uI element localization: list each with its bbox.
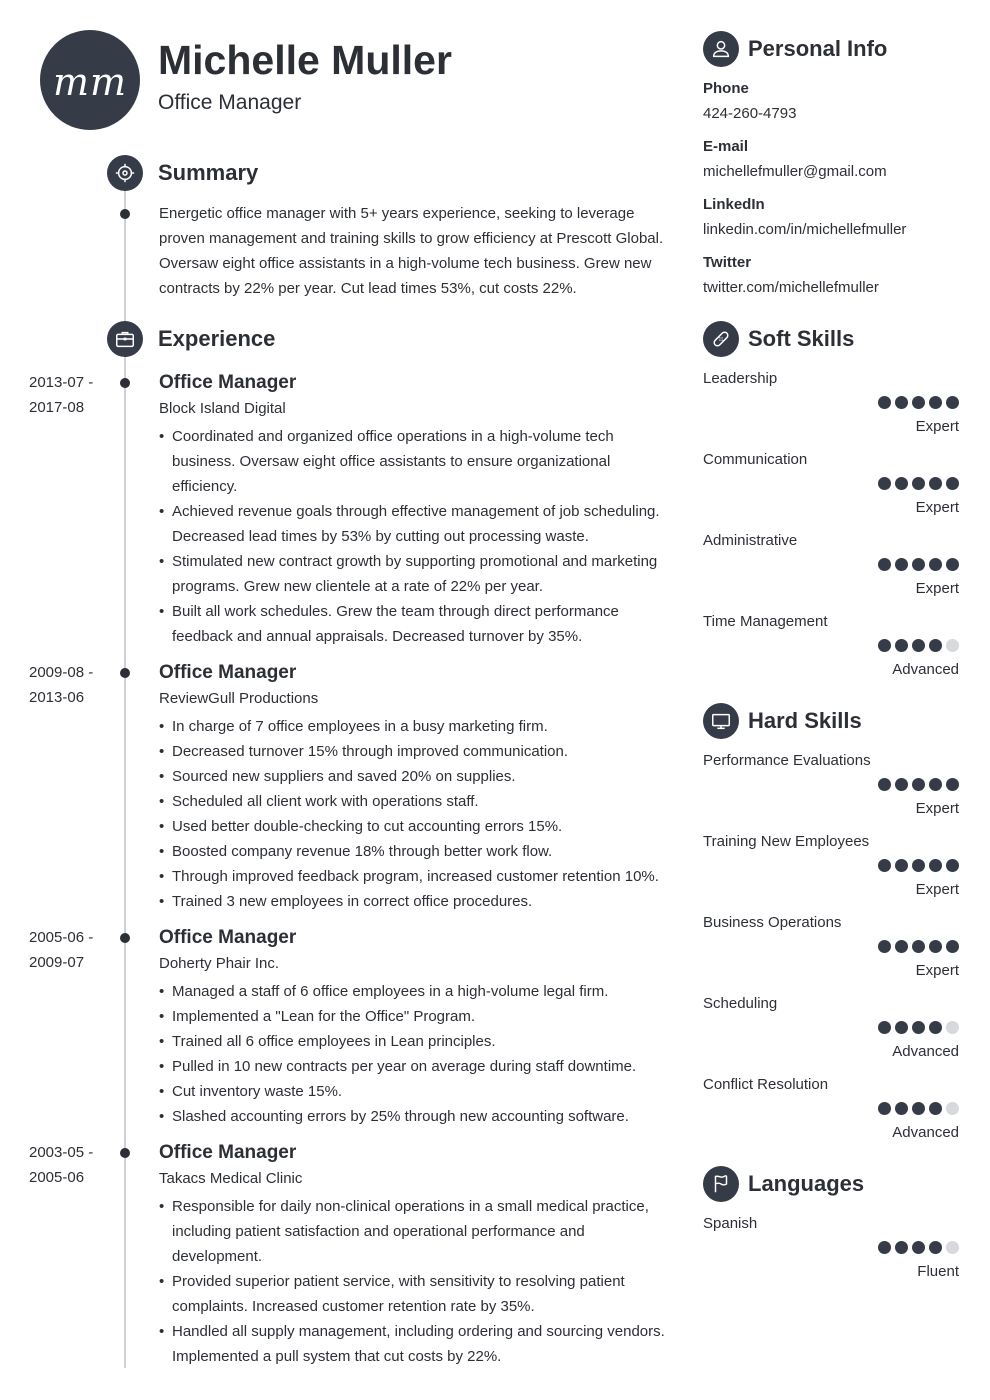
rating-dot-filled [895, 558, 908, 571]
skill-level: Expert [915, 962, 959, 979]
bandage-icon [703, 321, 739, 357]
rating-dot-filled [878, 1102, 891, 1115]
linkedin-label: LinkedIn [703, 196, 765, 213]
rating-dot-filled [895, 778, 908, 791]
rating-dot-filled [929, 396, 942, 409]
job-bullet: • Cut inventory waste 15%. [159, 1079, 669, 1104]
personal-info-heading: Personal Info [748, 36, 888, 61]
email-label: E-mail [703, 138, 749, 155]
job-date-end: 2009-07 [29, 954, 85, 971]
rating-dot-filled [929, 1021, 942, 1034]
rating-dot-filled [929, 940, 942, 953]
rating-dot-filled [878, 1021, 891, 1034]
skill-name: Performance Evaluations [703, 752, 871, 769]
rating-dot-filled [912, 1021, 925, 1034]
job-role: Office Manager [159, 372, 297, 393]
job-bullet: • Stimulated new contract growth by supporting promotional and marketing programs. Grew new clientele at a rate of 22% per year. [159, 549, 669, 599]
job-bullets [159, 979, 669, 1129]
languages-heading: Languages [748, 1171, 865, 1196]
rating-dot-filled [929, 639, 942, 652]
linkedin-value: linkedin.com/in/michellefmuller [703, 221, 907, 238]
skill-level: Expert [915, 580, 959, 597]
skill-name: Scheduling [703, 995, 778, 1012]
job-company: ReviewGull Productions [159, 690, 319, 707]
rating-dot-empty [946, 1241, 959, 1254]
job-dates [29, 370, 109, 420]
flag-icon [703, 1166, 739, 1202]
rating-dot-empty [946, 1102, 959, 1115]
monogram-avatar [40, 30, 140, 130]
skill-name: Communication [703, 451, 808, 468]
job-date-start: 2013-07 - [29, 374, 94, 391]
rating-dot-filled [878, 639, 891, 652]
skill-level: Advanced [892, 661, 959, 678]
rating-dot-filled [946, 778, 959, 791]
skill-level: Fluent [917, 1263, 959, 1280]
job-dates [29, 1140, 109, 1190]
rating-dot-filled [946, 396, 959, 409]
job-bullet: • Slashed accounting errors by 25% through new accounting software. [159, 1104, 669, 1129]
skill-rating-dots [878, 396, 959, 409]
job-bullet: • Scheduled all client work with operations staff. [159, 789, 669, 814]
skill-level: Expert [915, 418, 959, 435]
skill-rating-dots [878, 940, 959, 953]
rating-dot-filled [929, 1102, 942, 1115]
monogram-text: mm [52, 60, 128, 104]
job-company: Takacs Medical Clinic [159, 1170, 303, 1187]
briefcase-icon [107, 321, 143, 357]
job-bullet: • Achieved revenue goals through effective management of job scheduling. Decreased lead times by 53% by cutting out processing waste. [159, 499, 669, 549]
timeline-dot [120, 209, 130, 219]
rating-dot-filled [912, 558, 925, 571]
experience-heading: Experience [158, 326, 276, 351]
rating-dot-filled [878, 1241, 891, 1254]
twitter-label: Twitter [703, 254, 752, 271]
twitter-value: twitter.com/michellefmuller [703, 279, 879, 296]
soft-skills-heading: Soft Skills [748, 326, 855, 351]
rating-dot-filled [946, 558, 959, 571]
job-role: Office Manager [159, 662, 297, 683]
skill-name: Spanish [703, 1215, 758, 1232]
skill-name: Leadership [703, 370, 778, 387]
summary-heading: Summary [158, 160, 259, 185]
skill-rating-dots [878, 1241, 959, 1254]
skill-rating-dots [878, 477, 959, 490]
timeline-dot [120, 668, 130, 678]
job-bullet: • Managed a staff of 6 office employees in a high-volume legal firm. [159, 979, 669, 1004]
job-date-end: 2017-08 [29, 399, 85, 416]
skill-rating-dots [878, 639, 959, 652]
rating-dot-filled [912, 396, 925, 409]
phone-value: 424-260-4793 [703, 105, 797, 122]
rating-dot-filled [929, 477, 942, 490]
job-bullet: • Responsible for daily non-clinical operations in a small medical practice, including patient satisfaction and operational performance and development. [159, 1194, 669, 1269]
timeline-dot [120, 378, 130, 388]
rating-dot-filled [895, 1241, 908, 1254]
job-bullet: • Pulled in 10 new contracts per year on average during staff downtime. [159, 1054, 669, 1079]
rating-dot-filled [946, 940, 959, 953]
skill-name: Time Management [703, 613, 828, 630]
rating-dot-filled [912, 639, 925, 652]
rating-dot-filled [929, 558, 942, 571]
monitor-icon [703, 703, 739, 739]
job-bullet: • Implemented a "Lean for the Office" Program. [159, 1004, 669, 1029]
job-bullet: • Sourced new suppliers and saved 20% on supplies. [159, 764, 669, 789]
skill-rating-dots [878, 778, 959, 791]
rating-dot-filled [878, 778, 891, 791]
timeline-dot [120, 1148, 130, 1158]
rating-dot-filled [878, 477, 891, 490]
job-role: Office Manager [159, 1142, 297, 1163]
rating-dot-empty [946, 639, 959, 652]
rating-dot-filled [878, 859, 891, 872]
job-bullet: • Handled all supply management, including ordering and sourcing vendors. Implemented a pull system that cut costs by 22%. [159, 1319, 669, 1369]
skill-name: Training New Employees [703, 833, 870, 850]
job-company: Block Island Digital [159, 400, 286, 417]
skill-level: Expert [915, 800, 959, 817]
rating-dot-filled [929, 859, 942, 872]
hard-skills-heading: Hard Skills [748, 708, 862, 733]
job-bullet: • Coordinated and organized office operations in a high-volume tech business. Oversaw eight office assistants to ensure organizational efficiency. [159, 424, 669, 499]
skill-level: Expert [915, 881, 959, 898]
skill-name: Conflict Resolution [703, 1076, 829, 1093]
job-bullet: • Trained 3 new employees in correct office procedures. [159, 889, 669, 914]
rating-dot-filled [895, 940, 908, 953]
rating-dot-filled [946, 477, 959, 490]
rating-dot-filled [878, 940, 891, 953]
job-bullet: • Built all work schedules. Grew the team through direct performance feedback and annual appraisals. Decreased turnover by 35%. [159, 599, 669, 649]
job-bullet: • Used better double-checking to cut accounting errors 15%. [159, 814, 669, 839]
rating-dot-empty [946, 1021, 959, 1034]
user-icon [703, 31, 739, 67]
candidate-title: Office Manager [158, 91, 302, 114]
skill-name: Business Operations [703, 914, 842, 931]
email-value: michellefmuller@gmail.com [703, 163, 887, 180]
job-company: Doherty Phair Inc. [159, 955, 280, 972]
rating-dot-filled [946, 859, 959, 872]
skill-level: Advanced [892, 1124, 959, 1141]
job-bullet: • Provided superior patient service, with sensitivity to resolving patient complaints. Increased customer retention rate by 35%. [159, 1269, 669, 1319]
phone-label: Phone [703, 80, 749, 97]
rating-dot-filled [895, 477, 908, 490]
rating-dot-filled [895, 396, 908, 409]
rating-dot-filled [929, 778, 942, 791]
job-bullets [159, 424, 669, 649]
rating-dot-filled [912, 1241, 925, 1254]
target-icon [107, 155, 143, 191]
skill-level: Expert [915, 499, 959, 516]
job-bullet: • Decreased turnover 15% through improved communication. [159, 739, 669, 764]
rating-dot-filled [895, 639, 908, 652]
job-bullet: • Trained all 6 office employees in Lean principles. [159, 1029, 669, 1054]
rating-dot-filled [895, 1102, 908, 1115]
skill-rating-dots [878, 1102, 959, 1115]
rating-dot-filled [929, 1241, 942, 1254]
job-date-start: 2005-06 - [29, 929, 94, 946]
job-date-start: 2009-08 - [29, 664, 94, 681]
job-dates [29, 660, 109, 710]
rating-dot-filled [912, 859, 925, 872]
rating-dot-filled [912, 1102, 925, 1115]
rating-dot-filled [878, 558, 891, 571]
skill-rating-dots [878, 859, 959, 872]
rating-dot-filled [912, 477, 925, 490]
job-bullet: • Through improved feedback program, increased customer retention 10%. [159, 864, 669, 889]
skill-rating-dots [878, 1021, 959, 1034]
timeline-dot [120, 933, 130, 943]
job-bullets [159, 1194, 669, 1369]
job-bullet: • Boosted company revenue 18% through better work flow. [159, 839, 669, 864]
rating-dot-filled [878, 396, 891, 409]
candidate-name: Michelle Muller [158, 37, 452, 83]
job-date-start: 2003-05 - [29, 1144, 94, 1161]
job-date-end: 2013-06 [29, 689, 85, 706]
skill-name: Administrative [703, 532, 798, 549]
job-bullet: • In charge of 7 office employees in a busy marketing firm. [159, 714, 669, 739]
rating-dot-filled [895, 1021, 908, 1034]
summary-text: Energetic office manager with 5+ years experience, seeking to leverage proven management and training skills to grow efficiency at Prescott Global. Oversaw eight office assistants in a high-volume tech business. Grew new contracts by 22% per year. Cut lead times 53%, cut costs 22%. [159, 205, 664, 297]
job-date-end: 2005-06 [29, 1169, 85, 1186]
job-role: Office Manager [159, 927, 297, 948]
skill-level: Advanced [892, 1043, 959, 1060]
job-dates [29, 925, 109, 975]
rating-dot-filled [912, 778, 925, 791]
skill-rating-dots [878, 558, 959, 571]
job-bullets [159, 714, 669, 914]
rating-dot-filled [895, 859, 908, 872]
rating-dot-filled [912, 940, 925, 953]
